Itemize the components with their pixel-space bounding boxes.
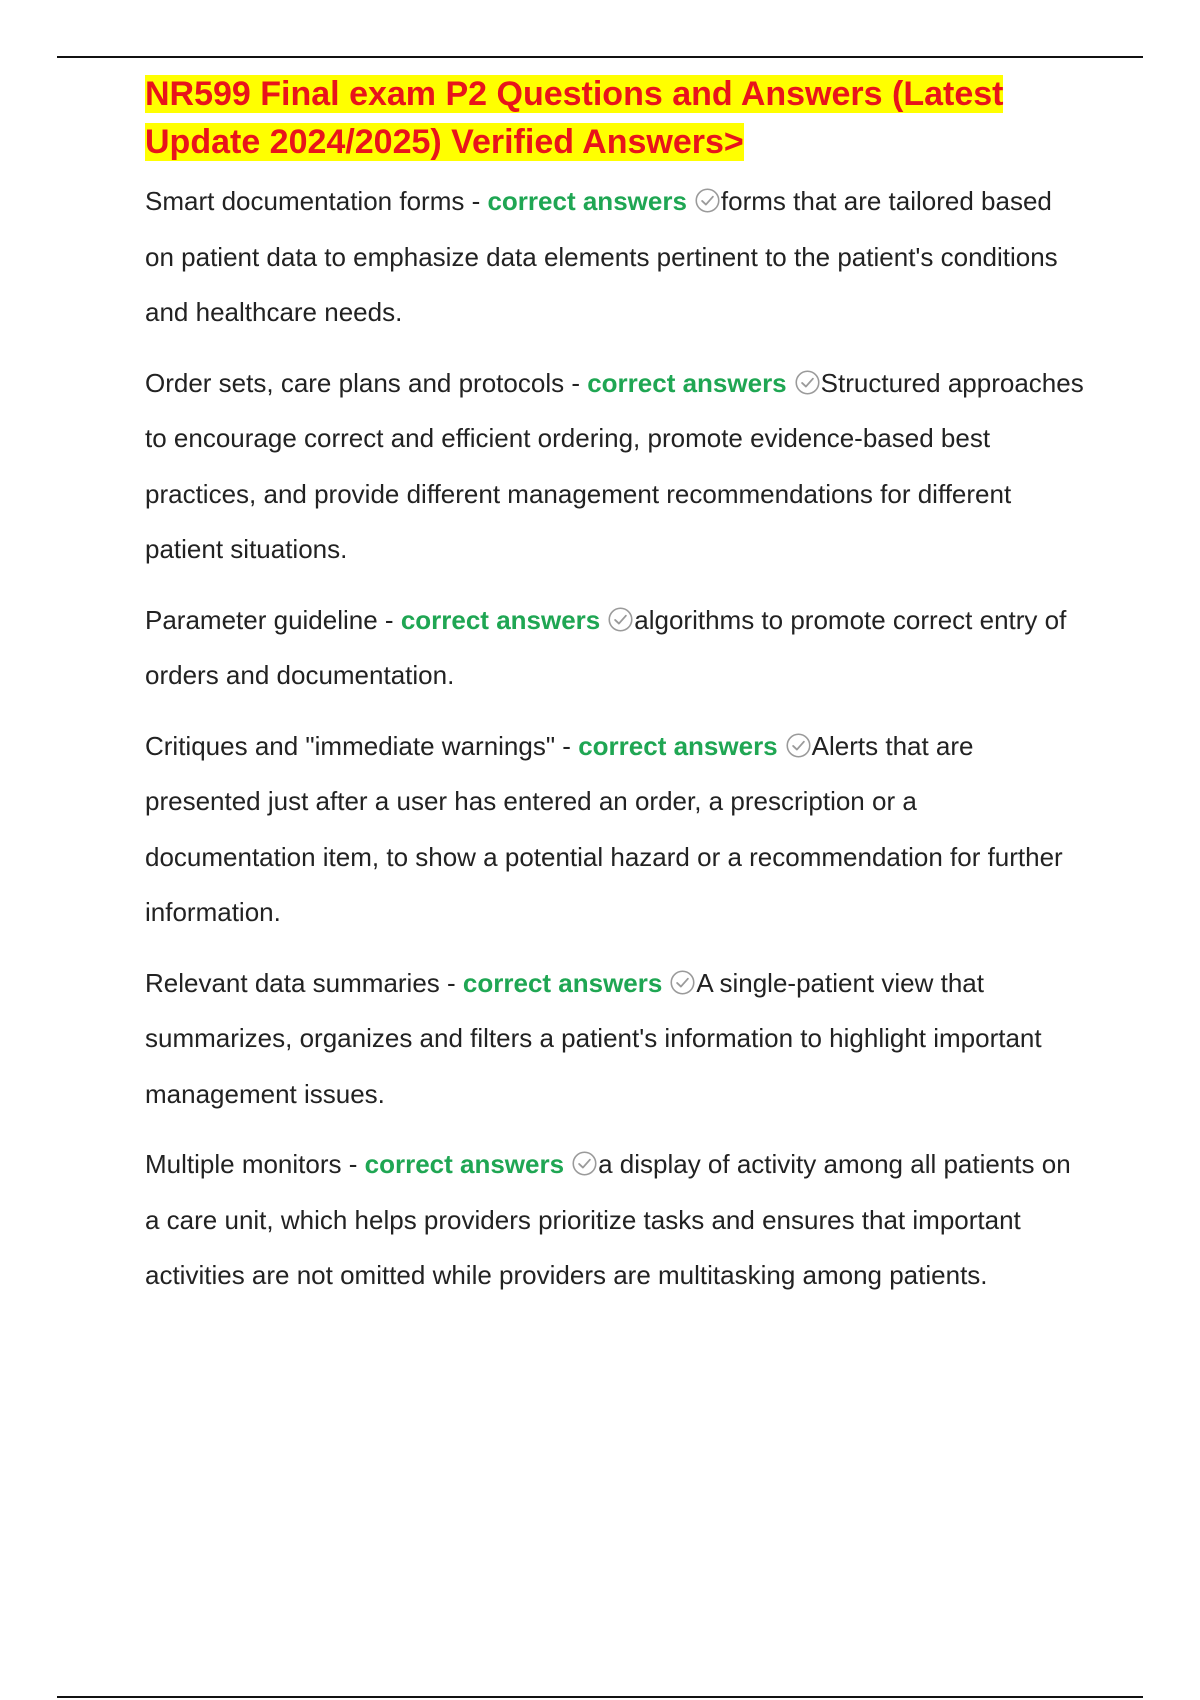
top-rule	[57, 56, 1143, 58]
correct-answers-label: correct answers	[587, 367, 787, 398]
entry-definition: forms that are tailored based on patient data to emphasize data elements pertinent to the patient's conditions and healthcare needs.	[145, 186, 1058, 327]
entry-term: Multiple monitors -	[145, 1149, 365, 1179]
check-circle-icon	[607, 606, 634, 633]
correct-answers-label: correct answers	[578, 730, 778, 761]
qa-entry	[145, 719, 1085, 941]
entry-definition: A single-patient view that summarizes, organizes and filters a patient's information to highlight important management issues.	[145, 967, 1042, 1109]
entry-definition: Structured approaches to encourage correct and efficient ordering, promote evidence-based best practices, and provide different management recommendations for different patient situations.	[145, 367, 1084, 564]
qa-entry	[145, 356, 1085, 578]
correct-answers-label: correct answers	[364, 1149, 565, 1179]
check-circle-icon	[794, 369, 821, 396]
qa-entry	[145, 956, 1085, 1123]
entry-term: Order sets, care plans and protocols -	[145, 367, 588, 398]
correct-answers-label: correct answers	[487, 186, 687, 216]
check-circle-icon	[669, 969, 696, 996]
check-circle-icon	[571, 1150, 598, 1177]
document-title	[145, 70, 1085, 166]
entry-definition: algorithms to promote correct entry of orders and documentation.	[145, 604, 1067, 690]
entry-definition: Alerts that are presented just after a user has entered an order, a prescription or a documentation item, to show a potential hazard or a recommendation for further information.	[145, 730, 1063, 927]
entry-term: Critiques and "immediate warnings" -	[145, 730, 579, 761]
entry-term: Smart documentation forms -	[145, 186, 488, 216]
check-circle-icon	[694, 187, 721, 214]
title-text: NR599 Final exam P2 Questions and Answers (Latest Update 2024/2025) Verified Answers	[145, 75, 1004, 161]
entry-term: Parameter guideline -	[145, 604, 401, 635]
title-suffix: >	[723, 123, 744, 161]
title-highlight	[145, 75, 1003, 161]
qa-entry	[145, 593, 1085, 704]
correct-answers-label: correct answers	[462, 967, 663, 998]
correct-answers-label: correct answers	[400, 604, 601, 635]
qa-entry	[145, 174, 1085, 341]
entry-term: Relevant data summaries -	[145, 967, 463, 998]
document-body	[145, 70, 1085, 1319]
entry-definition: a display of activity among all patients on a care unit, which helps providers prioritize tasks and ensures that important activities are not omitted while providers are multitasking among patients.	[145, 1149, 1071, 1290]
check-circle-icon	[785, 732, 812, 759]
qa-entry	[145, 1137, 1085, 1304]
bottom-rule	[57, 1696, 1143, 1698]
